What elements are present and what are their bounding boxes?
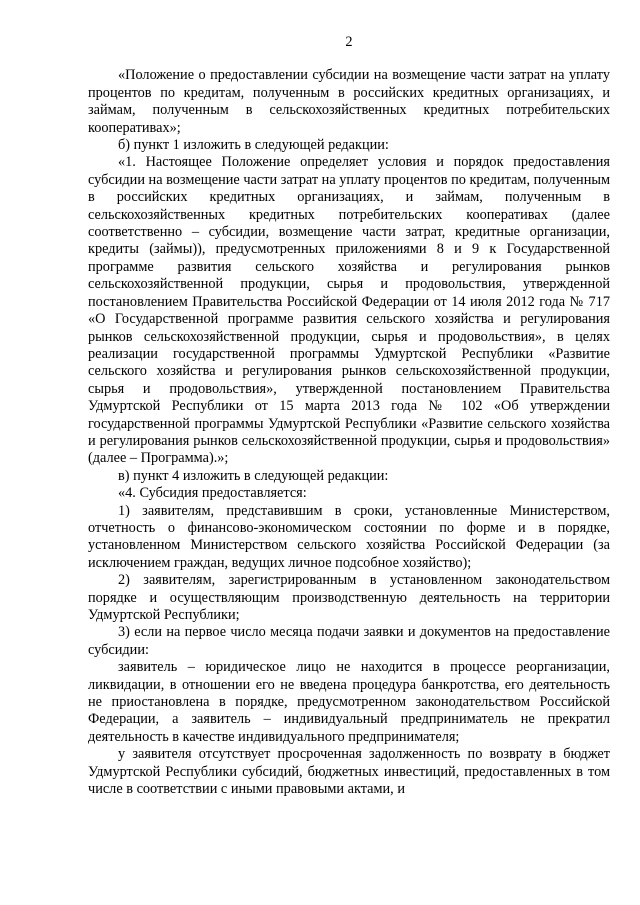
paragraph-debt: у заявителя отсутствует просроченная задолженность по возврату в бюджет Удмуртской Республики субсидий, бюджетных инвестиций, предоставленных в том числе в соответствии с иными правовыми актами, и — [88, 746, 610, 798]
paragraph-reorganization: заявитель – юридическое лицо не находится в процессе реорганизации, ликвидации, в отношении его не введена процедура банкротства, его деятельность не приостановлена в порядке, предусмотренном законодательством Российской Федерации, а заявитель – индивидуальный предприниматель не прекратил деятельность в качестве индивидуального предпринимателя; — [88, 659, 610, 745]
paragraph-condition-3: 3) если на первое число месяца подачи заявки и документов на предоставление субсидии: — [88, 624, 610, 658]
paragraph-point-1: «1. Настоящее Положение определяет условия и порядок предоставления субсидии на возмещение части затрат на уплату процентов по кредитам, полученным в российских кредитных организациях, и займам, полученным в сельскохозяйственных кредитных потребительских кооперативах (далее соответственно – субсидии, возмещение части затрат, кредитные организации, кредиты (займы)), предусмотренных приложениями 8 и 9 к Государственной программе развития сельского хозяйства и регулирования рынков сельскохозяйственной продукции, сырья и продовольствия, утвержденной постановлением Правительства Российской Федерации от 14 июля 2012 года № 717 «О Государственной программе развития сельского хозяйства и регулирования рынков сельскохозяйственной продукции, сырья и продовольствия», в целях реализации государственной программы Удмуртской Республики «Развитие сельского хозяйства и регулирования рынков сельскохозяйственной продукции, сырья и продовольствия», утвержденной постановлением Правительства Удмуртской Республики от 15 марта 2013 года № 102 «Об утверждении государственной программы Удмуртской Республики «Развитие сельского хозяйства и регулирования рынков сельскохозяйственной продукции, сырья и продовольствия» (далее – Программа).»; — [88, 154, 610, 467]
page-number: 2 — [345, 34, 353, 50]
paragraph-item-b: б) пункт 1 изложить в следующей редакции: — [118, 137, 389, 154]
paragraph-point-4: «4. Субсидия предоставляется: — [118, 485, 307, 502]
document-page — [88, 34, 610, 798]
paragraph-item-v: в) пункт 4 изложить в следующей редакции: — [118, 467, 389, 484]
paragraph-condition-2: 2) заявителям, зарегистрированным в установленном законодательством порядке и осуществляющим производственную деятельность на территории Удмуртской Республики; — [88, 572, 610, 623]
paragraph-condition-1: 1) заявителям, представившим в сроки, установленные Министерством, отчетность о финансово-экономическом состоянии по форме и в порядке, установленном Министерством сельского хозяйства Российской Федерации (за исключением граждан, ведущих личное подсобное хозяйство); — [88, 502, 610, 571]
paragraph-regulation-title: «Положение о предоставлении субсидии на возмещение части затрат на уплату процентов по кредитам, полученным в российских кредитных организациях, и займам, полученным в сельскохозяйственных кредитных потребительских кооперативах»; — [88, 67, 610, 136]
